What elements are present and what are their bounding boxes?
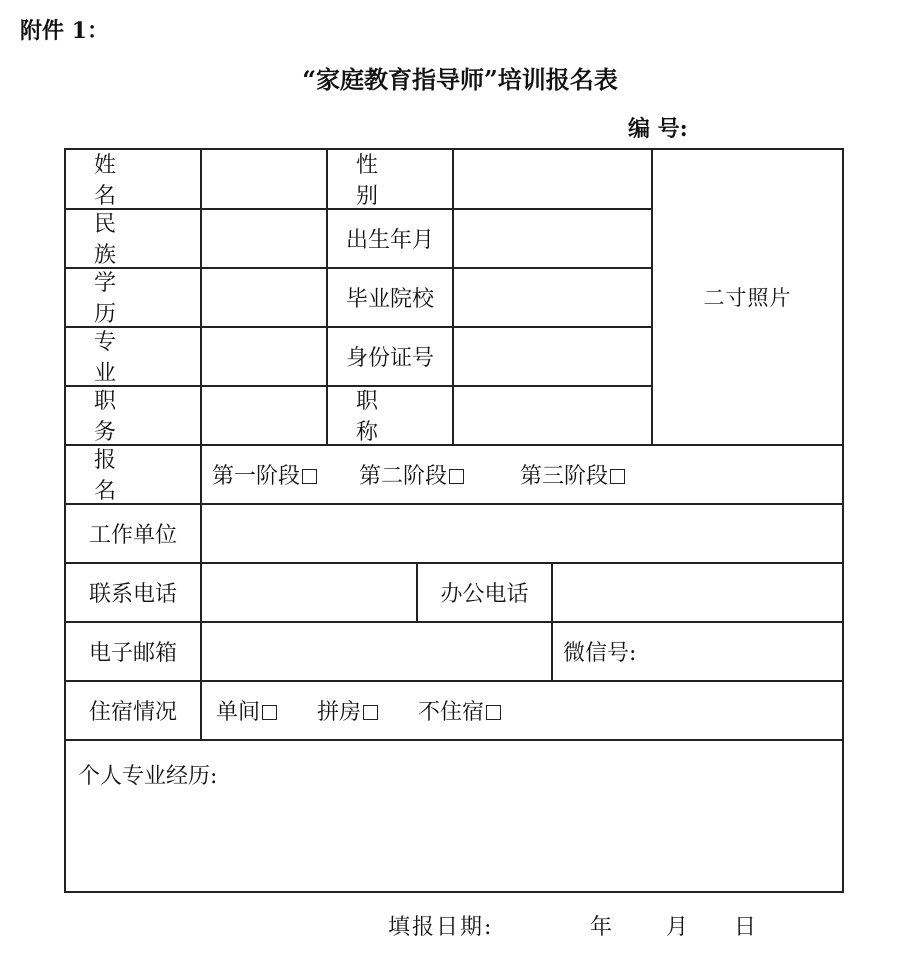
school-field[interactable] — [454, 268, 651, 326]
stage2-option[interactable] — [359, 459, 464, 490]
single-room-option[interactable] — [216, 695, 277, 726]
no-stay-option[interactable] — [418, 695, 501, 726]
education-field[interactable] — [202, 268, 326, 326]
stage3-checkbox[interactable] — [610, 469, 625, 484]
stage1-checkbox[interactable] — [302, 469, 317, 484]
stage-options — [212, 445, 625, 503]
single-room-label: 单间 — [216, 699, 261, 725]
major-field[interactable] — [202, 327, 326, 385]
no-stay-checkbox[interactable] — [486, 705, 501, 720]
single-room-checkbox[interactable] — [262, 705, 277, 720]
office-phone-label: 办公电话 — [440, 581, 529, 607]
serial-number-label — [628, 112, 688, 143]
photo-placeholder: 二寸照片 — [703, 286, 792, 310]
fill-date-label: 填报日期: — [388, 915, 494, 940]
register-label: 报 名 — [94, 448, 145, 504]
school-label: 毕业院校 — [345, 286, 434, 312]
row-divider — [66, 739, 842, 741]
office-phone-field[interactable] — [553, 563, 842, 621]
fill-date-day: 日 — [734, 915, 757, 940]
position-field[interactable] — [202, 386, 326, 444]
email-label: 电子邮箱 — [88, 640, 177, 666]
title-rank-label: 职 称 — [356, 389, 407, 445]
gender-field[interactable] — [454, 150, 651, 208]
email-field[interactable] — [202, 622, 551, 680]
form-title: “家庭教育指导师”培训报名表 — [302, 65, 618, 94]
registration-table — [64, 148, 844, 893]
work-unit-label: 工作单位 — [88, 522, 177, 548]
stage1-option[interactable] — [212, 459, 317, 490]
ethnicity-field[interactable] — [202, 209, 326, 267]
no-stay-label: 不住宿 — [418, 699, 485, 725]
fill-date-year: 年 — [590, 915, 613, 940]
wechat-label[interactable]: 微信号: — [563, 640, 637, 666]
id-number-field[interactable] — [454, 327, 651, 385]
phone-field[interactable] — [202, 563, 416, 621]
work-unit-field[interactable] — [202, 504, 842, 562]
gender-label: 性 别 — [356, 153, 407, 209]
stage1-label: 第一阶段 — [212, 463, 301, 489]
position-label: 职 务 — [94, 389, 145, 445]
ethnicity-label: 民 族 — [94, 212, 145, 268]
experience-label: 个人专业经历: — [78, 763, 218, 789]
name-label: 姓 名 — [94, 153, 145, 209]
birth-field[interactable] — [454, 209, 651, 267]
serial-label-text: 编 号: — [628, 116, 688, 142]
phone-label: 联系电话 — [88, 581, 177, 607]
stage2-checkbox[interactable] — [449, 469, 464, 484]
shared-room-label: 拼房 — [317, 699, 362, 725]
stage3-label: 第三阶段 — [520, 463, 609, 489]
lodging-label: 住宿情况 — [88, 699, 177, 725]
lodging-options — [216, 681, 501, 739]
birth-label: 出生年月 — [345, 227, 434, 253]
title-rank-field[interactable] — [454, 386, 651, 444]
shared-room-option[interactable] — [317, 695, 378, 726]
id-number-label: 身份证号 — [345, 345, 434, 371]
attachment-label: 附件 1： — [20, 18, 109, 44]
stage3-option[interactable] — [520, 459, 625, 490]
stage2-label: 第二阶段 — [359, 463, 448, 489]
major-label: 专 业 — [94, 330, 145, 386]
fill-date-month: 月 — [666, 915, 689, 940]
experience-field[interactable] — [66, 792, 842, 891]
education-label: 学 历 — [94, 271, 145, 327]
name-field[interactable] — [202, 150, 326, 208]
shared-room-checkbox[interactable] — [363, 705, 378, 720]
